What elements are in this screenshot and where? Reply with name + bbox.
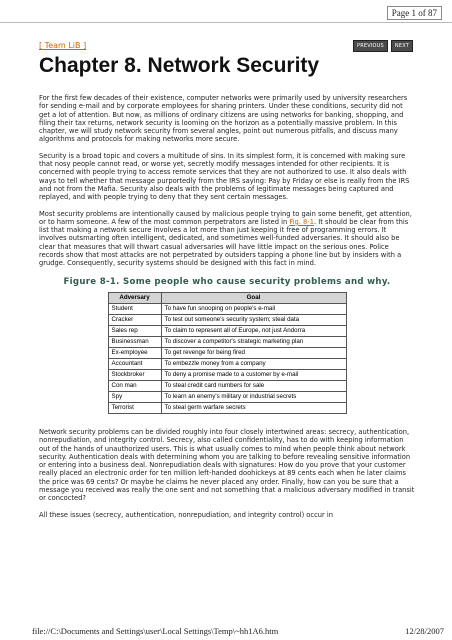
figure-caption: Figure 8-1. Some people who cause security problems and why.: [63, 276, 391, 287]
adversary-cell: Cracker: [108, 314, 161, 325]
adversary-table: [108, 292, 347, 414]
adversary-cell: Ex-employee: [108, 347, 161, 358]
table-row: [108, 391, 346, 402]
paragraph-2: Security is a broad topic and covers a multitude of sins. In its simplest form, it is concerned with making sure that nosy people cannot read, or worse yet, secretly modify messages intended for other recipients. It is concerned with people trying to access remote services that they are not authorized to use. It also deals with ways to tell whether that message purportedly from the IRS saying: Pay by Friday or else is really from the IRS and not from the Mafia. Security also deals with the problems of legitimate messages being captured and replayed, and with people trying to deny that they sent certain messages.: [39, 151, 410, 202]
adversary-cell: Student: [108, 303, 161, 314]
goal-cell: To get revenge for being fired: [161, 347, 346, 358]
goal-cell: To steal credit card numbers for sale: [161, 380, 346, 391]
header-divider: [0, 22, 452, 23]
goal-cell: To steal germ warfare secrets: [161, 402, 346, 413]
table-row: [108, 325, 346, 336]
goal-cell: To claim to represent all of Europe, not just Andorra: [161, 325, 346, 336]
paragraph-1: For the first few decades of their existence, computer networks were primarily used by university researchers for sending e-mail and by corporate employees for sharing printers. Under these conditions, security did not get a lot of attention. But now, as millions of ordinary citizens are using networks for banking, shopping, and filing their tax returns, network security is looming on the horizon as a potentially massive problem. In this chapter, we will study network security from several angles, point out numerous pitfalls, and discuss many algorithms and protocols for making networks more secure.: [39, 94, 408, 144]
paragraph-3-start: Most security problems are intentionally caused by malicious people trying to gain some benefit, get attention, or to harm someone. A few of the most common perpetrators are listed in: [39, 209, 412, 226]
page-footer: [32, 626, 444, 636]
goal-cell: To test out someone's security system; steal data: [161, 314, 346, 325]
table-row: [108, 369, 346, 380]
team-lib-link[interactable]: [ Team LiB ]: [39, 41, 87, 50]
page-indicator: Page 1 of 87: [387, 6, 442, 20]
adversary-cell: Terrorist: [108, 402, 161, 413]
table-row: [108, 303, 346, 314]
table-row: [108, 347, 346, 358]
table-row: [108, 358, 346, 369]
previous-button[interactable]: [353, 40, 388, 52]
table-row: [108, 402, 346, 413]
column-header-adversary: Adversary: [108, 292, 161, 303]
table-row: [108, 380, 346, 391]
goal-cell: To embezzle money from a company: [161, 358, 346, 369]
adversary-cell: Con man: [108, 380, 161, 391]
goal-cell: To learn an enemy's military or industrial secrets: [161, 391, 346, 402]
nav-buttons: [353, 40, 413, 52]
next-button[interactable]: [391, 40, 413, 52]
adversary-cell: Businessman: [108, 336, 161, 347]
table-row: [108, 336, 346, 347]
paragraph-3-end: . It should be clear from this list that making a network secure involves a lot more than just keeping it free of programming errors. It involves outsmarting often intelligent, dedicated, and sometimes well-funded adversaries. It should also be clear that measures that will thwart casual adversaries will have little impact on the serious ones. Police records show that most attacks are not perpetrated by outsiders tapping a phone line but by insiders with a grudge. Consequently, security systems should be designed with this fact in mind.: [39, 217, 409, 268]
previous-label: PREVIOUS: [356, 43, 384, 49]
table-row: [108, 314, 346, 325]
chapter-title: Chapter 8. Network Security: [39, 54, 320, 77]
paragraph-4: Network security problems can be divided roughly into four closely intertwined areas: secrecy, authentication, nonrepudiation, and integrity control. Secrecy, also called confidentiality, has to do with keeping information out of the hands of unauthorized users. This is what usually comes to mind when people think about network security. Authentication deals with determining whom you are talking to before revealing sensitive information or entering into a business deal. Nonrepudiation deals with signatures: How do you prove that your customer really placed an electronic order for ten million left-handed doohickeys at 89 cents each when he later claims the price was 69 cents? Or maybe he claims he never placed any order. Finally, how can you be sure that a message you received was really the one sent and not something that a malicious adversary modified in transit or concocted?: [39, 427, 415, 503]
goal-cell: To discover a competitor's strategic marketing plan: [161, 336, 346, 347]
footer-path: file://C:\Documents and Settings\user\Local Settings\Temp\~hh1A6.htm: [32, 626, 279, 636]
adversary-cell: Stockbroker: [108, 369, 161, 380]
table-header-row: [108, 292, 346, 303]
paragraph-3: [39, 210, 415, 268]
paragraph-5: All these issues (secrecy, authentication, nonrepudiation, and integrity control) occur in: [39, 510, 333, 519]
footer-date: 12/28/2007: [405, 626, 444, 636]
adversary-cell: Sales rep: [108, 325, 161, 336]
figure-8-1-link[interactable]: Fig. 8-1: [289, 217, 314, 226]
adversary-cell: Spy: [108, 391, 161, 402]
chapter-body: [39, 94, 415, 527]
next-label: NEXT: [394, 43, 409, 49]
goal-cell: To have fun snooping on people's e-mail: [161, 303, 346, 314]
column-header-goal: Goal: [161, 292, 346, 303]
goal-cell: To deny a promise made to a customer by e-mail: [161, 369, 346, 380]
adversary-cell: Accountant: [108, 358, 161, 369]
